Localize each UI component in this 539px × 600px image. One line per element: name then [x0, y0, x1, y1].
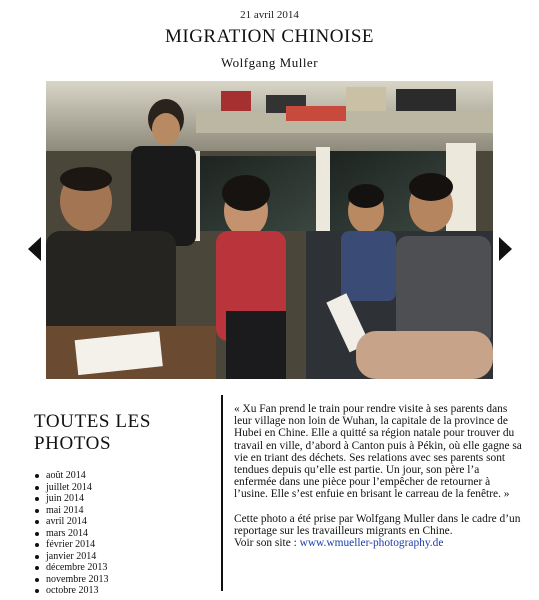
archive-item[interactable]	[34, 562, 204, 574]
archive-item[interactable]	[34, 470, 204, 482]
caption-quote: « Xu Fan prend le train pour rendre visite à ses parents dans leur village non loin de Wuhan, la capitale de la province de Hubei en Chine. Elle a quitté sa région natale pour trouver du travail en ville, d’abord à Canton puis à Pékin, où elle gagne sa vie en triant des déchets. Ses relations avec ses parents sont tendues depuis qu’elle est partie. Un jour, son père l’a enfermée dans une pièce pour l’empêcher de retourner à l’usine. Elle s’est enfuie en brisant le carreau de la fenêtre. »	[234, 403, 522, 501]
archive-link[interactable]: février 2014	[46, 539, 96, 550]
column-divider	[221, 395, 223, 591]
archive-link[interactable]: janvier 2014	[46, 550, 97, 562]
post-author: Wolfgang Muller	[220, 55, 319, 70]
archive-item[interactable]	[34, 574, 204, 586]
archive-link[interactable]: octobre 2013	[46, 585, 99, 596]
archive-link[interactable]: mars 2014	[46, 527, 88, 539]
archive-item[interactable]	[34, 482, 204, 494]
post-title: MIGRATION CHINOISE	[164, 26, 375, 47]
archive-link[interactable]: novembre 2013	[46, 573, 109, 585]
archive-link[interactable]: décembre 2013	[46, 562, 108, 573]
photographer-site-link[interactable]: www.wmueller-photography.de	[299, 537, 444, 550]
archive-link[interactable]: mai 2014	[46, 504, 84, 516]
train-photo-illustration	[46, 81, 493, 379]
archive-item[interactable]	[34, 528, 204, 540]
photo-caption	[234, 403, 524, 549]
archive-item[interactable]	[34, 551, 204, 563]
caption-site	[234, 537, 524, 549]
archive-item[interactable]	[34, 493, 204, 505]
archive-link[interactable]: juillet 2014	[46, 481, 92, 493]
site-prefix: Voir son site :	[234, 537, 300, 550]
archive-link[interactable]: août 2014	[46, 470, 86, 481]
archive-link[interactable]: juin 2014	[46, 493, 85, 504]
archive-item[interactable]	[34, 585, 204, 597]
next-photo-arrow-icon[interactable]	[499, 237, 512, 261]
archive-item[interactable]	[34, 539, 204, 551]
all-photos-heading: TOUTES LES PHOTOS	[34, 411, 152, 454]
archive-item[interactable]	[34, 505, 204, 517]
main-photo	[46, 81, 493, 379]
caption-credit: Cette photo a été prise par Wolfgang Muller dans le cadre d’un reportage sur les travailleurs migrants en Chine.	[234, 512, 521, 537]
previous-photo-arrow-icon[interactable]	[28, 237, 41, 261]
archive-link[interactable]: avril 2014	[46, 516, 87, 527]
archive-item[interactable]	[34, 516, 204, 528]
archive-list	[34, 470, 204, 597]
post-date: 21 avril 2014	[240, 9, 299, 21]
